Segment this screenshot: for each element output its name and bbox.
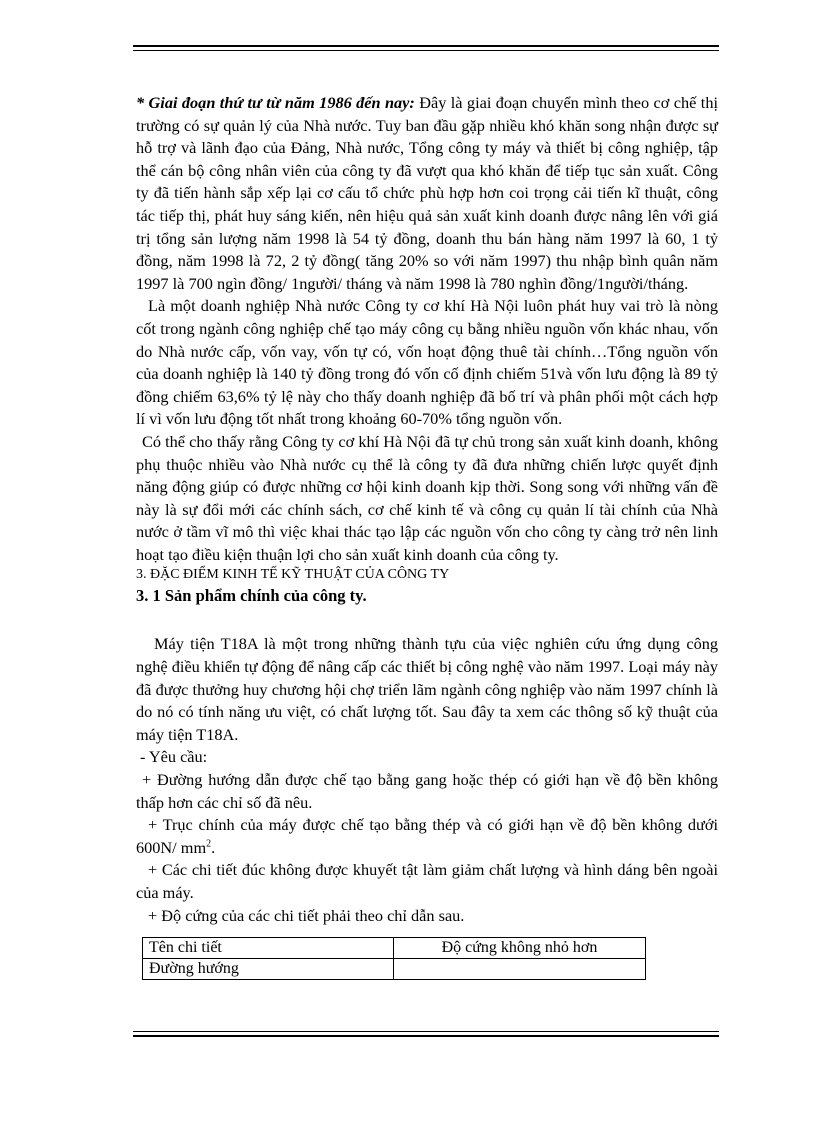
header-rule (133, 45, 719, 51)
paragraph-stage-four (136, 92, 718, 295)
table-header-row (143, 938, 646, 959)
requirement-item: + Độ cứng của các chi tiết phải theo chỉ dẫn sau. (148, 905, 465, 925)
footer-rule (133, 1031, 719, 1037)
requirement-item (136, 814, 718, 859)
requirement-item: + Đường hướng dẫn được chế tạo bằng gang hoặc thép có giới hạn về độ bền không thấp hơn các chỉ số đã nêu. (136, 770, 718, 812)
spacer (136, 608, 718, 633)
hardness-table (142, 937, 646, 980)
section-heading: 3. ĐẶC ĐIỂM KINH TẾ KỸ THUẬT CỦA CÔNG TY (136, 567, 450, 583)
requirements-label: - Yêu cầu: (140, 747, 208, 767)
requirement-text: + Trục chính của máy được chế tạo bằng thép và có giới hạn về độ bền không dưới 600N/ mm (136, 815, 718, 857)
table-cell: Đường hướng (143, 959, 394, 980)
table-header-cell: Tên chi tiết (143, 938, 394, 959)
document-body (136, 92, 718, 980)
requirement-text-end: . (211, 837, 216, 857)
paragraph-lathe: Máy tiện T18A là một trong những thành tựu của việc nghiên cứu ứng dụng công nghệ điều khiển tự động để nâng cấp các thiết bị công nghệ vào năm 1997. Loại máy này đã được thưởng huy chương hội chợ triển lãm ngành công nghiệp vào năm 1997 chính là do nó có tính năng ưu việt, có chất lượng tốt. Sau đây ta xem các thông số kỹ thuật của máy tiện T18A. (136, 634, 718, 744)
paragraph-text: Đây là giai đoạn chuyển mình theo cơ chế thị trường có sự quản lý của Nhà nước. Tuy ban đầu gặp nhiều khó khăn song nhận được sự hỗ trợ và lãnh đạo của Đảng, Nhà nước, Tổng công ty máy và thiết bị công nghiệp, tập thể cán bộ công nhân viên của công ty đã vượt qua khó khăn để tiếp tục sản xuất. Công ty đã tiến hành sắp xếp lại cơ cấu tổ chức phù hợp hơn coi trọng cải tiến kĩ thuật, công tác tiếp thị, phát huy sáng kiến, nên hiệu quả sản xuất kinh doanh được nâng lên với giá trị tổng sản lượng năm 1998 là 54 tỷ đồng, doanh thu bán hàng năm 1997 là 60, 1 tỷ đồng, năm 1998 là 72, 2 tỷ đồng( tăng 20% so với năm 1997) thu nhập bình quân năm 1997 là 700 ngìn đồng/ 1người/ tháng và năm 1998 là 780 nghìn đồng/1người/tháng. (136, 93, 718, 293)
subsection-heading: 3. 1 Sản phẩm chính của công ty. (136, 586, 367, 606)
requirement-item: + Các chi tiết đúc không được khuyết tật làm giảm chất lượng và hình dáng bên ngoài của máy. (136, 860, 718, 902)
superscript: 2 (206, 838, 212, 850)
paragraph-autonomy: Có thể cho thấy rằng Công ty cơ khí Hà Nội đã tự chủ trong sản xuất kinh doanh, không phụ thuộc nhiều vào Nhà nước cụ thể là công ty đã đưa những chiến lược quyết định năng động giúp có được những cơ hội kinh doanh kịp thời. Song song với những vấn đề này là sự đổi mới các chính sách, cơ chế kinh tế và công cụ quản lí tài chính của Nhà nước ở tầm vĩ mô thì việc khai thác tạo lập các nguồn vốn cho công ty càng trở nên linh hoạt tạo điều kiện thuận lợi cho sản xuất kinh doanh của công ty. (136, 431, 718, 564)
table-cell (394, 959, 646, 980)
paragraph-capital: Là một doanh nghiệp Nhà nước Công ty cơ khí Hà Nội luôn phát huy vai trò là nòng cốt trong ngành công nghiệp chế tạo máy công cụ bằng nhiều nguồn vốn khác nhau, vốn do Nhà nước cấp, vốn vay, vốn tự có, vốn hoạt động thuê tài chính…Tổng nguồn vốn của doanh nghiệp là 140 tỷ đồng trong đó vốn cố định chiếm 51và vốn lưu động là 89 tỷ đồng chiếm 63,6% tỷ lệ này cho thấy doanh nghiệp đã bố trí và phân phối một cách hợp lí vì vốn lưu động tốt nhất trong khoảng 60-70% tổng nguồn vốn. (136, 296, 718, 429)
table-header-cell: Độ cứng không nhỏ hơn (394, 938, 646, 959)
paragraph-lead: * Giai đoạn thứ tư từ năm 1986 đến nay: (136, 93, 415, 112)
table-row (143, 959, 646, 980)
